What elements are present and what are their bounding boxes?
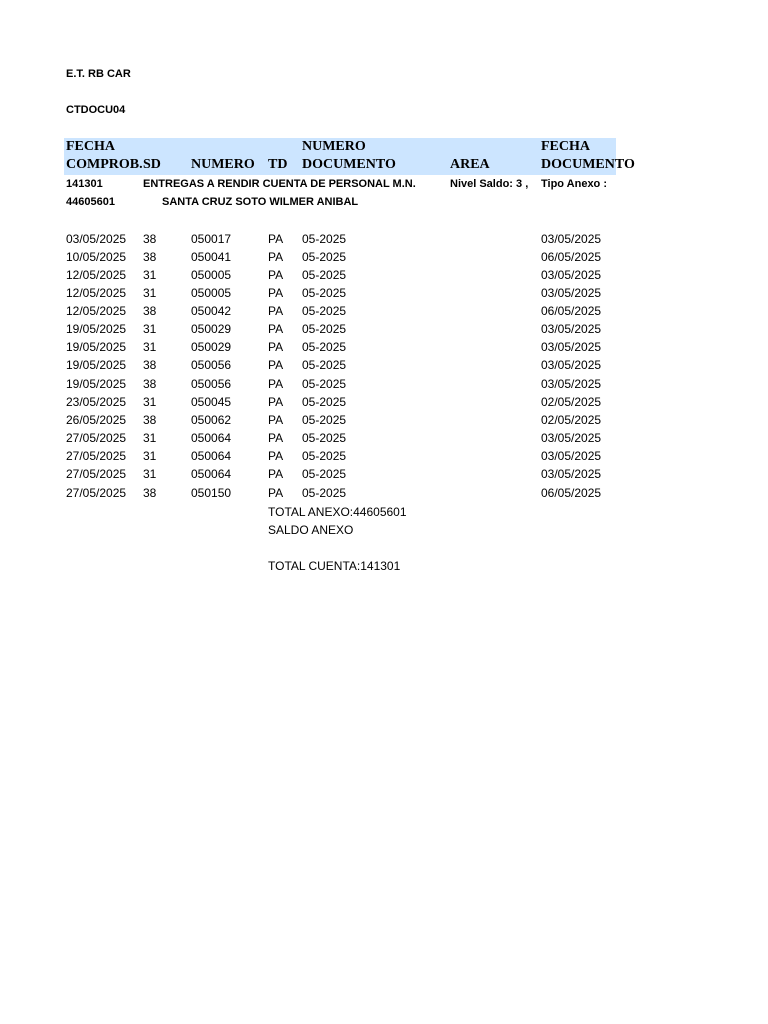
cell-td: PA <box>268 431 284 445</box>
cell-sd: 31 <box>143 322 157 336</box>
cell-fecha: 27/05/2025 <box>66 431 127 445</box>
cell-sd: 38 <box>143 232 157 246</box>
cell-td: PA <box>268 358 284 372</box>
cell-fecha: 27/05/2025 <box>66 486 127 500</box>
header-fecha-documento-line1: FECHA <box>541 139 590 154</box>
table-row <box>0 431 768 449</box>
saldo-anexo: SALDO ANEXO <box>268 523 354 537</box>
cell-documento: 05-2025 <box>302 250 347 264</box>
cell-fecha-documento: 03/05/2025 <box>541 358 602 372</box>
cell-fecha-documento: 03/05/2025 <box>541 232 602 246</box>
cell-fecha-documento: 06/05/2025 <box>541 304 602 318</box>
table-row <box>0 467 768 485</box>
cell-td: PA <box>268 377 284 391</box>
cell-documento: 05-2025 <box>302 467 347 481</box>
cell-sd: 31 <box>143 286 157 300</box>
cell-numero: 050005 <box>191 286 232 300</box>
account-name: ENTREGAS A RENDIR CUENTA DE PERSONAL M.N. <box>143 178 416 190</box>
header-fecha-documento-line2: DOCUMENTO <box>541 157 635 172</box>
cell-numero: 050041 <box>191 250 232 264</box>
cell-sd: 31 <box>143 449 157 463</box>
cell-fecha-documento: 03/05/2025 <box>541 322 602 336</box>
cell-fecha: 10/05/2025 <box>66 250 127 264</box>
cell-sd: 38 <box>143 250 157 264</box>
cell-fecha: 12/05/2025 <box>66 286 127 300</box>
cell-td: PA <box>268 486 284 500</box>
table-row <box>0 395 768 413</box>
cell-td: PA <box>268 413 284 427</box>
cell-fecha: 03/05/2025 <box>66 232 127 246</box>
cell-fecha: 19/05/2025 <box>66 377 127 391</box>
cell-numero: 050056 <box>191 377 232 391</box>
cell-fecha-documento: 03/05/2025 <box>541 449 602 463</box>
cell-fecha-documento: 03/05/2025 <box>541 286 602 300</box>
cell-td: PA <box>268 449 284 463</box>
header-numero-documento-line2: DOCUMENTO <box>302 157 396 172</box>
cell-numero: 050064 <box>191 431 232 445</box>
cell-fecha: 19/05/2025 <box>66 340 127 354</box>
cell-numero: 050017 <box>191 232 232 246</box>
cell-td: PA <box>268 286 284 300</box>
account-tipo-anexo: Tipo Anexo : <box>541 178 607 190</box>
account-code: 141301 <box>66 178 103 190</box>
cell-fecha-documento: 02/05/2025 <box>541 413 602 427</box>
header-td: TD <box>268 157 288 172</box>
account-nivel-saldo: Nivel Saldo: 3 , <box>450 178 529 190</box>
header-sd: SD <box>143 157 161 172</box>
cell-sd: 38 <box>143 377 157 391</box>
cell-numero: 050042 <box>191 304 232 318</box>
cell-numero: 050062 <box>191 413 232 427</box>
cell-documento: 05-2025 <box>302 395 347 409</box>
cell-td: PA <box>268 340 284 354</box>
cell-fecha-documento: 02/05/2025 <box>541 395 602 409</box>
header-fecha-comprob-line2: COMPROB. <box>66 157 143 172</box>
cell-td: PA <box>268 395 284 409</box>
cell-numero: 050064 <box>191 467 232 481</box>
cell-td: PA <box>268 304 284 318</box>
cell-fecha: 23/05/2025 <box>66 395 127 409</box>
cell-documento: 05-2025 <box>302 286 347 300</box>
cell-sd: 38 <box>143 358 157 372</box>
table-row <box>0 286 768 304</box>
table-row <box>0 250 768 268</box>
cell-fecha-documento: 03/05/2025 <box>541 268 602 282</box>
cell-fecha: 19/05/2025 <box>66 358 127 372</box>
cell-fecha: 12/05/2025 <box>66 268 127 282</box>
company-name: E.T. RB CAR <box>66 68 131 80</box>
cell-fecha: 12/05/2025 <box>66 304 127 318</box>
cell-sd: 38 <box>143 304 157 318</box>
cell-sd: 38 <box>143 486 157 500</box>
cell-sd: 31 <box>143 268 157 282</box>
cell-fecha-documento: 03/05/2025 <box>541 431 602 445</box>
table-row <box>0 232 768 250</box>
cell-fecha-documento: 06/05/2025 <box>541 250 602 264</box>
table-header <box>64 138 635 175</box>
cell-sd: 31 <box>143 431 157 445</box>
cell-td: PA <box>268 322 284 336</box>
anexo-name: SANTA CRUZ SOTO WILMER ANIBAL <box>162 196 359 208</box>
cell-numero: 050150 <box>191 486 232 500</box>
cell-td: PA <box>268 268 284 282</box>
cell-documento: 05-2025 <box>302 358 347 372</box>
anexo-code: 44605601 <box>66 196 115 208</box>
cell-numero: 050056 <box>191 358 232 372</box>
table-row <box>0 268 768 286</box>
cell-documento: 05-2025 <box>302 304 347 318</box>
cell-fecha-documento: 06/05/2025 <box>541 486 602 500</box>
report-code: CTDOCU04 <box>66 104 126 116</box>
cell-documento: 05-2025 <box>302 413 347 427</box>
cell-td: PA <box>268 250 284 264</box>
cell-fecha: 19/05/2025 <box>66 322 127 336</box>
cell-numero: 050029 <box>191 340 232 354</box>
cell-documento: 05-2025 <box>302 377 347 391</box>
cell-documento: 05-2025 <box>302 268 347 282</box>
cell-fecha: 27/05/2025 <box>66 449 127 463</box>
cell-documento: 05-2025 <box>302 340 347 354</box>
cell-td: PA <box>268 467 284 481</box>
table-row <box>0 377 768 395</box>
table-row <box>0 449 768 467</box>
cell-documento: 05-2025 <box>302 449 347 463</box>
header-numero-documento-line1: NUMERO <box>302 139 366 154</box>
header-area: AREA <box>450 157 490 172</box>
cell-sd: 31 <box>143 340 157 354</box>
header-fecha-comprob-line1: FECHA <box>66 139 115 154</box>
cell-documento: 05-2025 <box>302 431 347 445</box>
cell-td: PA <box>268 232 284 246</box>
table-row <box>0 322 768 340</box>
cell-documento: 05-2025 <box>302 322 347 336</box>
cell-fecha: 27/05/2025 <box>66 467 127 481</box>
cell-sd: 31 <box>143 395 157 409</box>
table-row <box>0 413 768 431</box>
total-anexo: TOTAL ANEXO:44605601 <box>268 505 407 519</box>
table-row <box>0 486 768 504</box>
table-row <box>0 340 768 358</box>
cell-fecha-documento: 03/05/2025 <box>541 340 602 354</box>
table-row <box>0 358 768 376</box>
total-cuenta: TOTAL CUENTA:141301 <box>268 559 401 573</box>
cell-fecha-documento: 03/05/2025 <box>541 467 602 481</box>
cell-fecha: 26/05/2025 <box>66 413 127 427</box>
header-numero: NUMERO <box>191 157 255 172</box>
table-row <box>0 304 768 322</box>
cell-numero: 050045 <box>191 395 232 409</box>
cell-numero: 050064 <box>191 449 232 463</box>
cell-documento: 05-2025 <box>302 232 347 246</box>
cell-sd: 38 <box>143 413 157 427</box>
cell-fecha-documento: 03/05/2025 <box>541 377 602 391</box>
cell-documento: 05-2025 <box>302 486 347 500</box>
cell-numero: 050005 <box>191 268 232 282</box>
cell-sd: 31 <box>143 467 157 481</box>
cell-numero: 050029 <box>191 322 232 336</box>
